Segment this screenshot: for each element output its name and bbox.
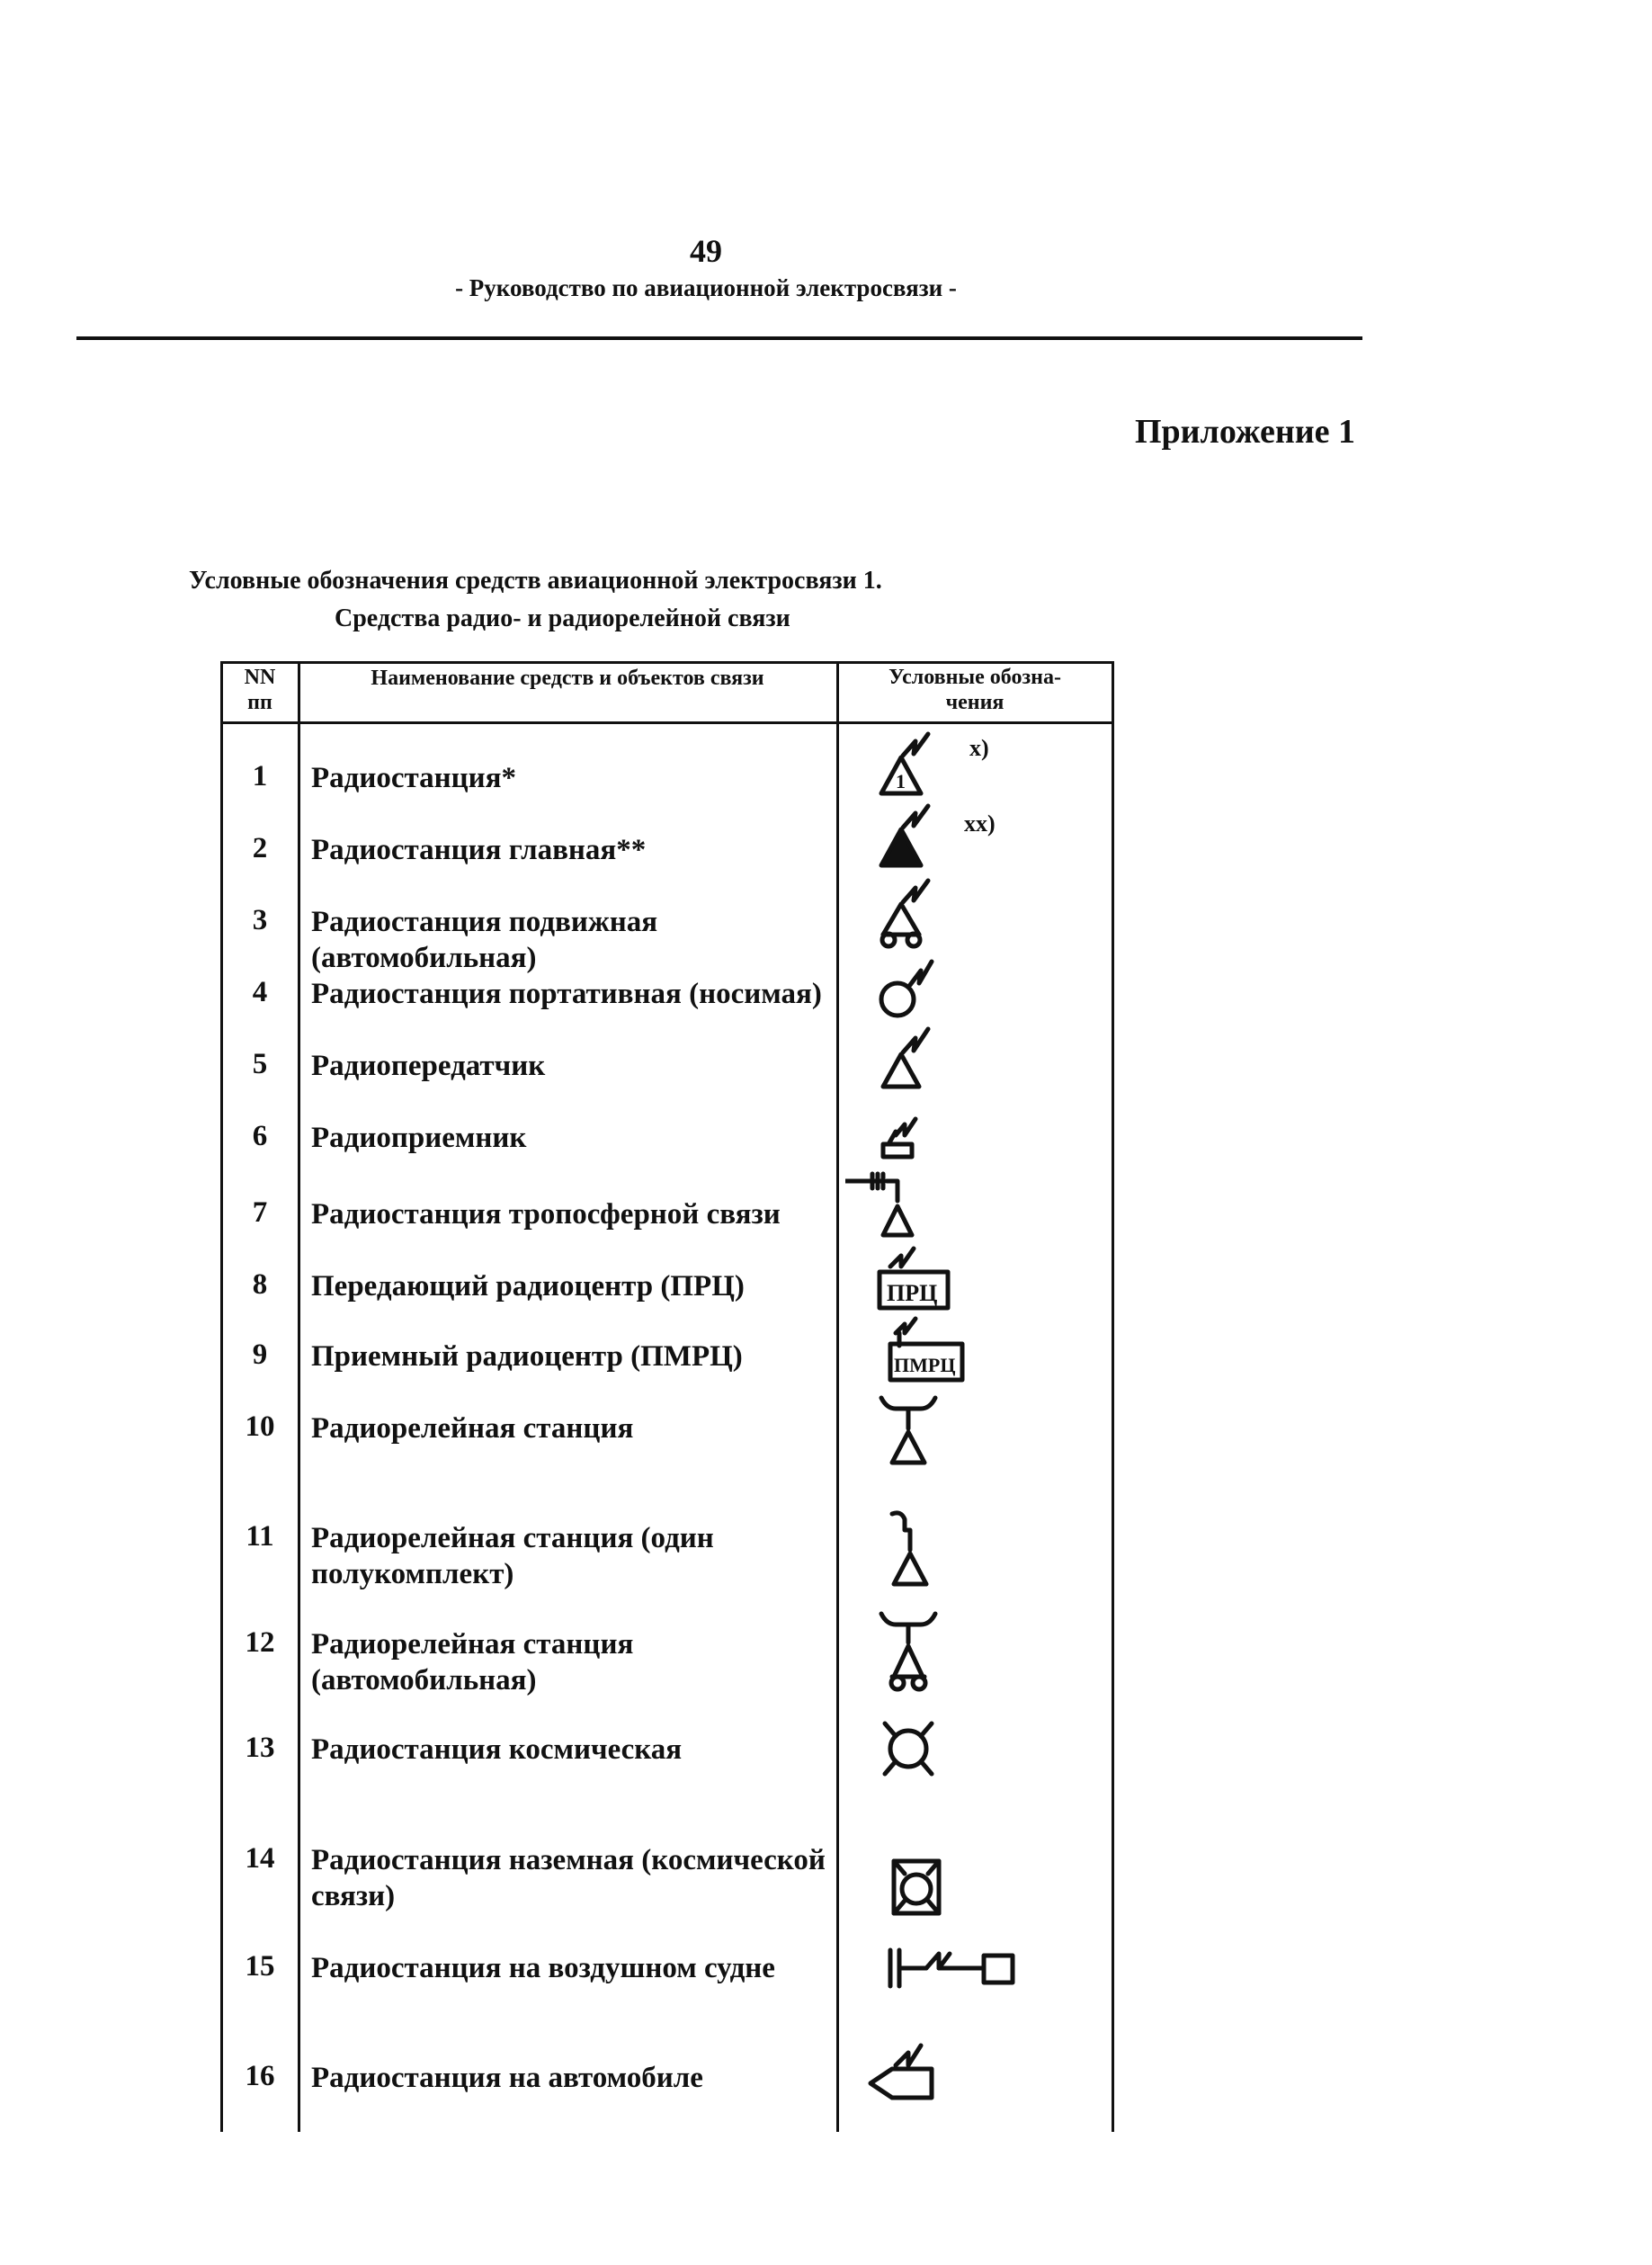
row-name: Радиорелейная станция <box>311 1412 634 1445</box>
row-number: 1 <box>252 760 268 792</box>
page-number: 49 <box>690 233 722 269</box>
row-name: Приемный радиоцентр (ПМРЦ) <box>311 1340 743 1373</box>
running-header: - Руководство по авиационной электросвязи - <box>455 274 957 301</box>
row-name: Радиостанция на воздушном судне <box>311 1952 775 1984</box>
transmitting-radio-center-icon <box>845 1240 1115 1316</box>
row-name: Радиостанция космическая <box>311 1733 683 1766</box>
aircraft-radio-station-icon <box>845 1934 1115 1997</box>
row-name: Радиопередатчик <box>311 1050 546 1082</box>
symbol-label: ПРЦ <box>887 1280 938 1306</box>
row-name: Радиоприемник <box>311 1122 527 1154</box>
header-name: Наименование средств и объектов связи <box>371 667 764 690</box>
receiving-radio-center-icon <box>845 1312 1115 1388</box>
row-number: 9 <box>252 1338 268 1371</box>
symbol-digit: 1 <box>896 770 906 792</box>
space-radio-station-icon <box>845 1707 1115 1788</box>
portable-radio-station-icon <box>845 949 1115 1025</box>
document-subtitle: Средства радио- и радиорелейной связи <box>335 604 790 632</box>
row-number: 14 <box>245 1842 275 1875</box>
row-name: Радиостанция наземная (космической связи) <box>311 1844 826 1912</box>
header-divider <box>76 336 1362 340</box>
table-border-left <box>220 661 223 2132</box>
mobile-radio-relay-station-icon <box>845 1601 1115 1700</box>
row-name: Радиостанция главная** <box>311 834 647 866</box>
table-divider-num <box>298 661 300 2132</box>
row-name: Радиостанция портативная (носимая) <box>311 978 822 1010</box>
row-number: 11 <box>246 1520 274 1553</box>
appendix-label: Приложение 1 <box>1134 413 1355 451</box>
row-number: 3 <box>252 904 268 936</box>
row-number: 8 <box>252 1268 268 1301</box>
row-name: Радиостанция тропосферной связи <box>311 1198 781 1231</box>
symbol-note: xx) <box>964 810 996 837</box>
row-name: Радиостанция* <box>311 762 517 794</box>
row-name: Радиорелейная станция (автомобильная) <box>311 1628 634 1697</box>
row-number: 12 <box>245 1626 275 1659</box>
row-number: 2 <box>252 832 268 864</box>
symbol-note: x) <box>969 735 989 761</box>
header-num-line1: NN <box>244 666 276 689</box>
main-radio-station-icon <box>845 801 1115 873</box>
row-number: 15 <box>245 1950 275 1983</box>
row-name: Радиостанция подвижная (автомобильная) <box>311 906 658 974</box>
row-number: 5 <box>252 1048 268 1080</box>
table-border-top <box>220 661 1114 664</box>
radio-receiver-icon <box>845 1099 1115 1167</box>
table-header-rule <box>220 721 1114 724</box>
vehicle-radio-station-icon <box>845 2033 1115 2105</box>
radio-transmitter-icon <box>845 1024 1115 1096</box>
table-divider-name <box>836 661 839 2132</box>
header-num-line2: пп <box>247 691 272 714</box>
symbol-label: ПМРЦ <box>894 1354 956 1376</box>
row-number: 16 <box>245 2060 275 2092</box>
row-number: 10 <box>245 1410 275 1443</box>
radio-relay-half-set-icon <box>845 1498 1115 1597</box>
tropospheric-station-icon <box>845 1165 1115 1246</box>
radio-relay-station-icon <box>845 1385 1115 1475</box>
row-number: 6 <box>252 1120 268 1152</box>
header-num <box>223 665 297 715</box>
row-number: 13 <box>245 1732 275 1764</box>
header-symbol-line2: чения <box>945 691 1005 714</box>
row-name: Радиорелейная станция (один полукомплект) <box>311 1522 714 1590</box>
radio-station-icon <box>845 729 1115 801</box>
row-number: 7 <box>252 1196 268 1229</box>
header-symbol-line1: Условные обозна- <box>889 666 1061 689</box>
row-name: Передающий радиоцентр (ПРЦ) <box>311 1270 745 1303</box>
mobile-radio-station-icon <box>845 877 1115 953</box>
document-title: Условные обозначения средств авиационной электросвязи 1. <box>189 567 882 595</box>
header-symbol <box>840 665 1110 715</box>
row-name: Радиостанция на автомобиле <box>311 2062 703 2094</box>
ground-space-station-icon <box>845 1840 1115 1929</box>
row-number: 4 <box>252 976 268 1008</box>
